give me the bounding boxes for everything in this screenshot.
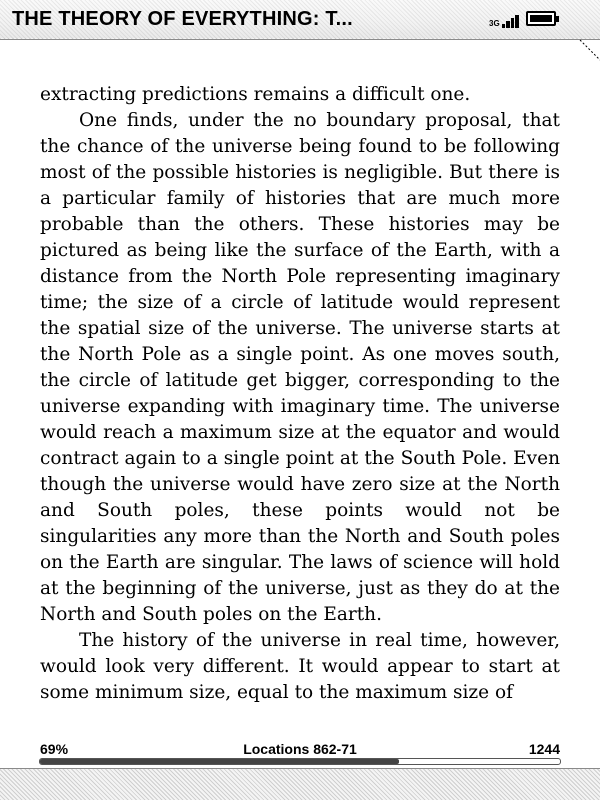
- percent-read: 69%: [40, 741, 69, 757]
- battery-fill: [530, 15, 552, 22]
- paragraph-2: One finds, under the no boundary proposal, that the chance of the universe being found to be following most of the possible histories is negligible. But there is a particular family of histories that are much more probable than the others. These histories may be pictured as being like the surface of the Earth, with a distance from the North Pole representing imaginary time; the size of a circle of latitude would represent the spatial size of the universe. The universe starts at the North Pole as a single point. As one moves south, the circle of latitude get bigger, corresponding to the universe expanding with imaginary time. The universe would reach a maximum size at the equator and would contract again to a single point at the South Pole. Even though the universe would have zero size at the North and South poles, these points would not be singularities any more than the North and South poles on the Earth are singular. The laws of science will hold at the beginning of the universe, just as they do at the North and South poles on the Earth.: [40, 110, 560, 625]
- signal-bar-1: [502, 24, 506, 28]
- battery-icon: [526, 11, 556, 26]
- bookmark-corner-icon[interactable]: [578, 38, 600, 62]
- book-page-text: [40, 82, 560, 716]
- signal-bar-3: [511, 18, 515, 28]
- signal-bar-2: [506, 21, 510, 28]
- bottom-bezel-strip: [0, 768, 600, 800]
- reading-progress-bar: [39, 758, 561, 765]
- battery-nub: [556, 16, 559, 22]
- book-title[interactable]: THE THEORY OF EVERYTHING: T...: [12, 8, 353, 30]
- progress-fill: [40, 759, 399, 764]
- signal-bar-4: [515, 15, 519, 28]
- paragraph-3: The history of the universe in real time, however, would look very different. It would appear to start at some minimum size, equal to the maximum size of: [40, 630, 560, 703]
- title-bar: [0, 0, 600, 40]
- signal-strength-icon: [489, 12, 519, 28]
- paragraph-1: extracting predictions remains a difficult one.: [40, 84, 471, 105]
- signal-label: 3G: [489, 19, 500, 28]
- location-range: Locations 862-71: [243, 741, 357, 757]
- total-locations: 1244: [528, 741, 560, 757]
